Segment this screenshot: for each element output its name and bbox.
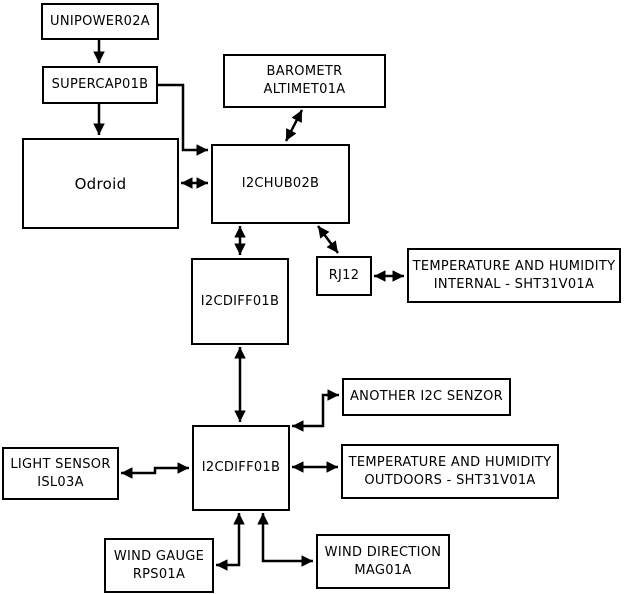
node-i2chub (211, 144, 350, 224)
node-another-sensor-label: ANOTHER I2C SENZOR (349, 389, 504, 404)
node-barometer-label-line2: ALTIMET01A (263, 82, 346, 97)
edge-i2chub-rj12 (318, 226, 338, 253)
node-supercap-label: SUPERCAP01B (51, 77, 149, 92)
node-temp-outdoors-label-line2: OUTDOORS - SHT31V01A (364, 472, 536, 488)
node-temp-outdoors (341, 444, 559, 499)
node-light-sensor-label-line1: LIGHT SENSOR (10, 456, 111, 472)
edge-i2cdiff-lower-another-sensor (292, 395, 339, 426)
node-i2chub-label: I2CHUB02B (241, 176, 320, 191)
node-wind-gauge (104, 538, 214, 593)
edge-i2cdiff-lower-wind-gauge (216, 513, 239, 565)
node-rj12 (316, 256, 372, 296)
node-odroid-label: Odroid (74, 174, 127, 193)
node-barometer-label-line1: BAROMETR (266, 64, 343, 79)
node-light-sensor (2, 447, 119, 500)
node-odroid (22, 138, 179, 229)
node-i2cdiff-lower-label: I2CDIFF01B (201, 460, 281, 475)
edge-light-sensor-i2cdiff-lower (121, 468, 189, 473)
node-supercap (42, 66, 158, 104)
node-another-sensor (342, 378, 511, 416)
node-rj12-label: RJ12 (328, 268, 360, 283)
node-temp-outdoors-label-line1: TEMPERATURE AND HUMIDITY (348, 454, 552, 470)
node-unipower-label: UNIPOWER02A (50, 13, 150, 29)
node-barometer (223, 54, 386, 108)
node-wind-direction-label-line1: WIND DIRECTION (324, 544, 442, 560)
node-unipower (41, 3, 159, 40)
node-i2cdiff-upper-label: I2CDIFF01B (200, 293, 280, 309)
node-wind-direction (316, 534, 450, 589)
node-wind-gauge-label-line1: WIND GAUGE (113, 548, 205, 564)
node-light-sensor-label-line2: ISL03A (37, 474, 84, 490)
edge-i2cdiff-lower-wind-direction (263, 513, 313, 561)
node-wind-direction-label-line2: MAG01A (354, 562, 412, 578)
node-temp-internal-label-line2: INTERNAL - SHT31V01A (433, 276, 595, 292)
edge-i2chub-barometer (286, 110, 302, 141)
node-wind-gauge-label-line2: RPS01A (132, 566, 186, 582)
node-i2cdiff-lower (192, 425, 290, 511)
node-i2cdiff-upper (191, 258, 289, 345)
node-temp-internal (407, 248, 621, 303)
node-temp-internal-label-line1: TEMPERATURE AND HUMIDITY (412, 258, 616, 274)
